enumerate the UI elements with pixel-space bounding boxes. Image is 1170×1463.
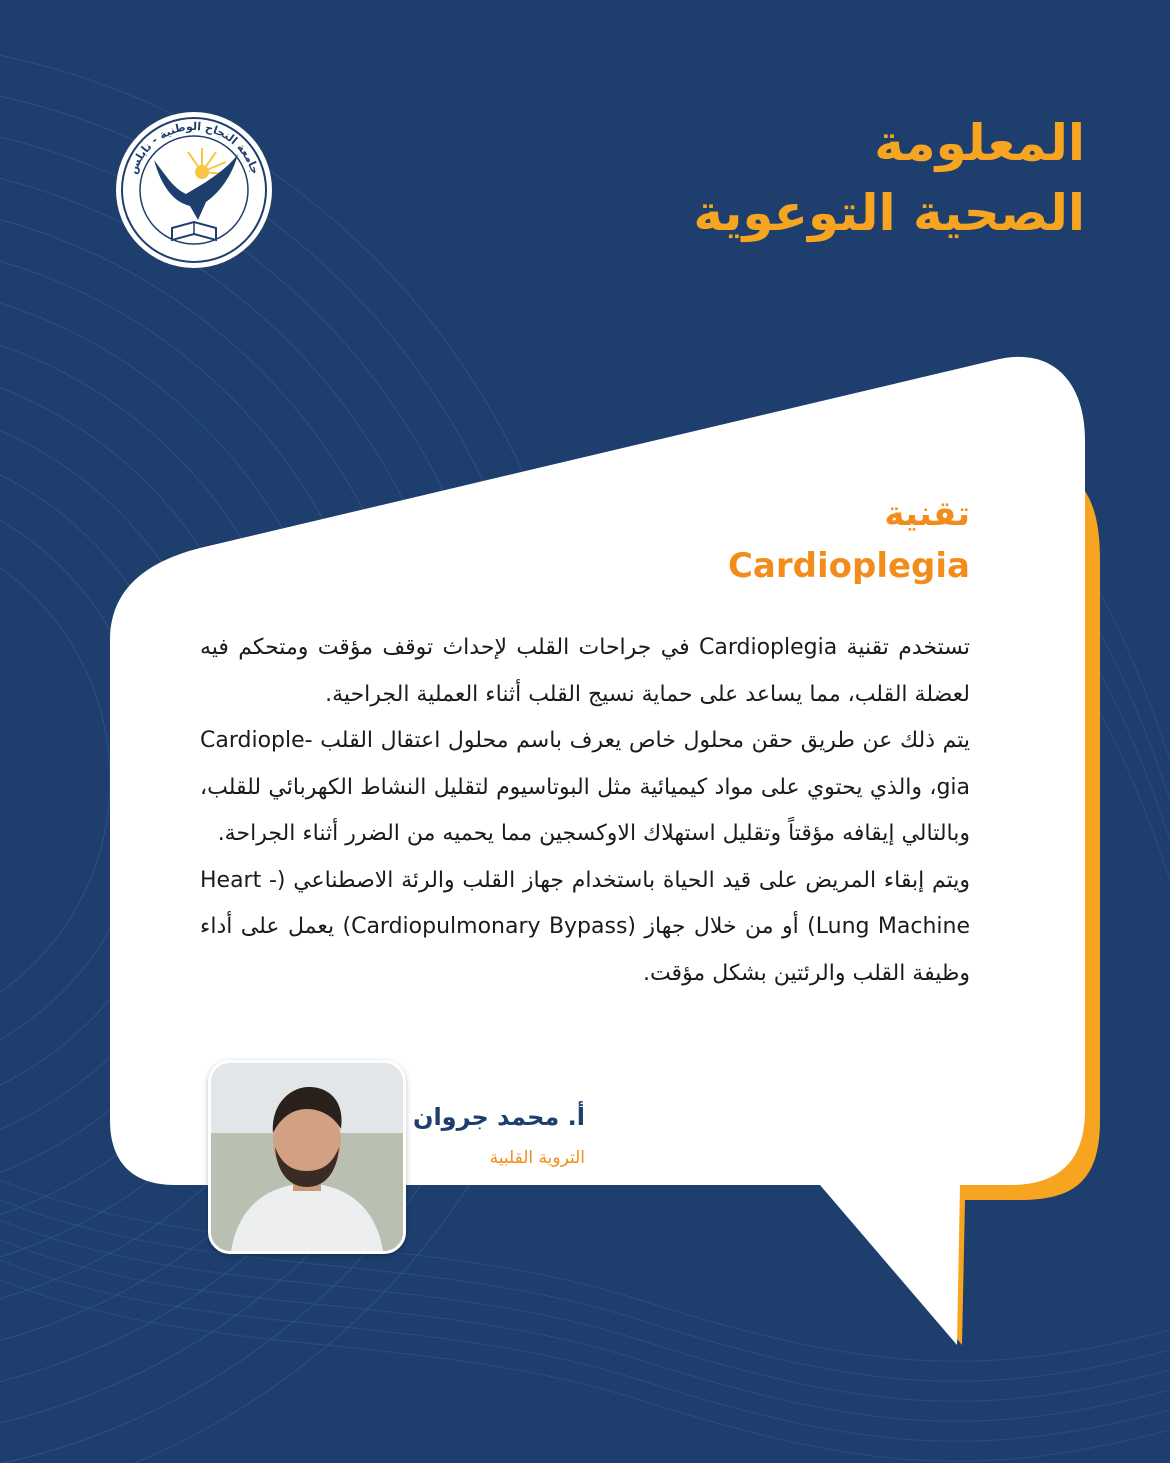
page-title-line2: الصحية التوعوية <box>693 184 1085 242</box>
card-title-line2: Cardioplegia <box>727 546 970 586</box>
body-paragraph-2: يتم ذلك عن طريق حقن محلول خاص يعرف باسم محلول اعتقال القلب -Cardiople gia، والذي يحتوي على مواد كيميائية مثل البوتاسيوم لتقليل النشاط الكهربائي للقلب، وبالتالي إيقافه مؤقتاً وتقليل استهلاك الاوكسجين مما يحميه من الضرر أثناء الجراحة. <box>200 728 970 846</box>
author-name: أ. محمد جروان <box>412 1103 585 1131</box>
page-title-line1: المعلومة <box>874 114 1085 172</box>
card-title <box>728 488 970 592</box>
card-body <box>200 625 970 997</box>
seal-text: جامعة النجاح الوطنية - نابلس <box>126 119 262 176</box>
author-department: التروية القلبية <box>489 1148 585 1168</box>
card-title-line1: تقنية <box>884 494 970 534</box>
body-paragraph-3: ويتم إبقاء المريض على قيد الحياة باستخدام جهاز القلب والرئة الاصطناعي (Heart -Lung Machine) أو من خلال جهاز (Cardiopulmonary Bypass) يعمل على أداء وظيفة القلب والرئتين بشكل مؤقت. <box>200 867 970 986</box>
person-icon <box>211 1063 403 1251</box>
body-paragraph-1: تستخدم تقنية Cardioplegia في جراحات القلب لإحداث توقف مؤقت ومتحكم فيه لعضلة القلب، مما يساعد على حماية نسيج القلب أثناء العملية الجراحية. <box>200 635 971 707</box>
author-photo <box>208 1060 406 1254</box>
